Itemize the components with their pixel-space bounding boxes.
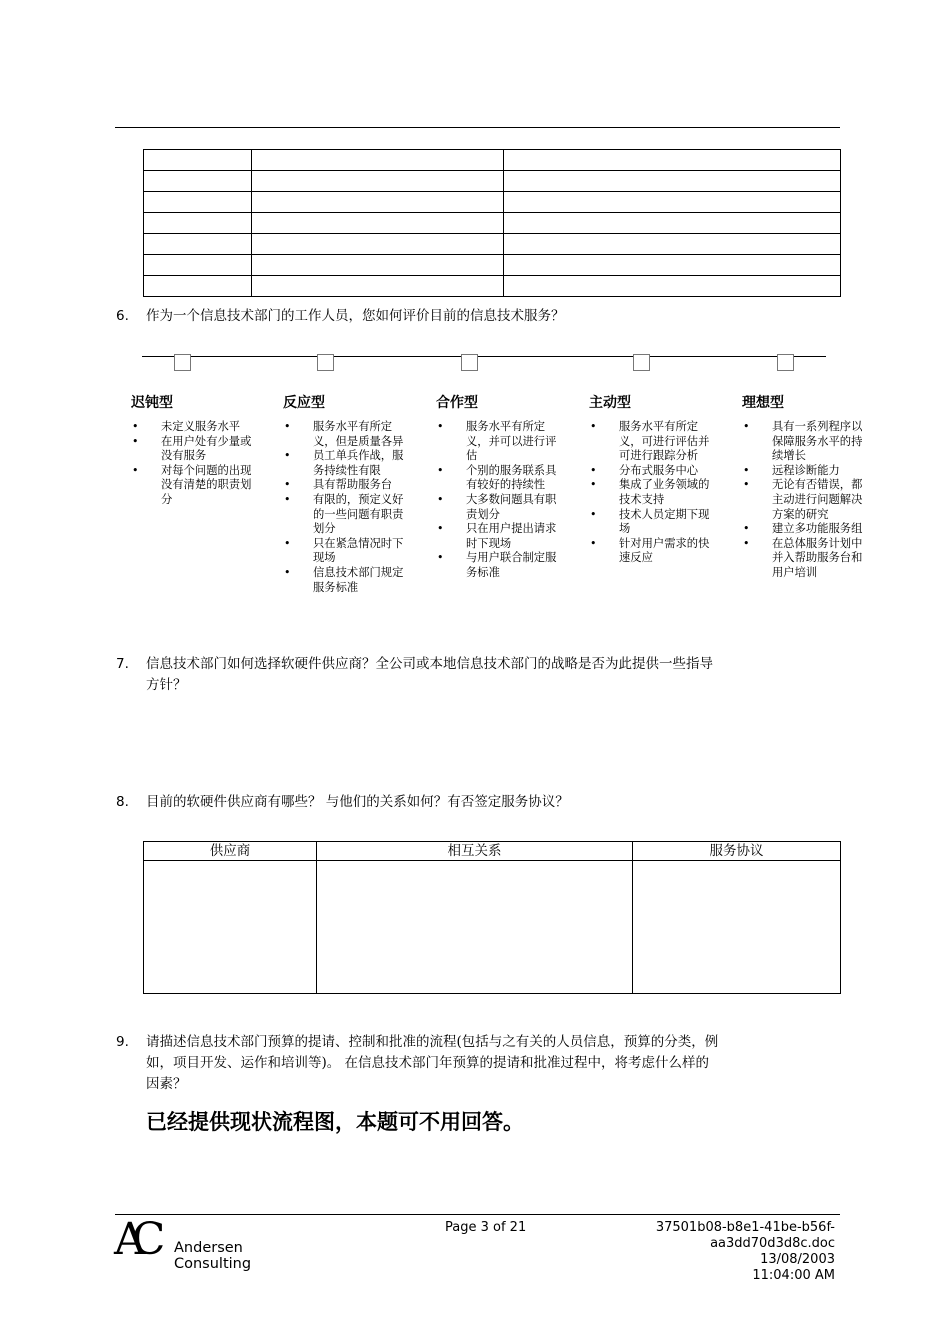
empty-table bbox=[143, 149, 841, 297]
question-line: 请描述信息技术部门预算的提请、控制和批准的流程(包括与之有关的人员信息，预算的分类，例 bbox=[146, 1034, 719, 1050]
category-item: • 在用户处有少量或没有服务 bbox=[131, 435, 253, 464]
question-8 bbox=[116, 792, 836, 814]
question-number: 6. bbox=[116, 308, 129, 324]
rating-checkbox-1[interactable] bbox=[174, 354, 191, 371]
question-6 bbox=[116, 306, 836, 328]
category-item: • 只在紧急情况时下现场 bbox=[283, 537, 405, 566]
footer-rule bbox=[115, 1214, 840, 1215]
question-text: 作为一个信息技术部门的工作人员，您如何评价目前的信息技术服务？ bbox=[146, 308, 565, 324]
rating-checkbox-4[interactable] bbox=[633, 354, 650, 371]
rating-checkbox-3[interactable] bbox=[461, 354, 478, 371]
category-item: • 员工单兵作战，服务持续性有限 bbox=[283, 449, 405, 478]
category-item: • 具有一系列程序以保障服务水平的持续增长 bbox=[742, 420, 866, 464]
answer-note: 已经提供现状流程图，本题可不用回答。 bbox=[146, 1110, 524, 1134]
doc-time: 11:04:00 AM bbox=[752, 1268, 835, 1283]
category-item: • 与用户联合制定服务标准 bbox=[436, 551, 560, 580]
rating-checkbox-5[interactable] bbox=[777, 354, 794, 371]
rating-category-4 bbox=[589, 392, 713, 566]
page-number: Page 3 of 21 bbox=[445, 1220, 527, 1235]
question-line: 方针？ bbox=[146, 677, 187, 693]
question-line: 信息技术部门如何选择软硬件供应商？全公司或本地信息技术部门的战略是否为此提供一些指导 bbox=[146, 656, 713, 672]
category-item: • 大多数问题具有职责划分 bbox=[436, 493, 560, 522]
table-header-vendor: 供应商 bbox=[144, 842, 317, 861]
question-7 bbox=[116, 654, 836, 698]
category-item: • 分布式服务中心 bbox=[589, 464, 713, 479]
category-item: • 服务水平有所定义，但是质量各异 bbox=[283, 420, 405, 449]
category-item: • 在总体服务计划中并入帮助服务台和用户培训 bbox=[742, 537, 866, 581]
category-title: 迟钝型 bbox=[131, 395, 173, 411]
question-text bbox=[146, 654, 713, 696]
document-info bbox=[600, 1220, 835, 1284]
logo-line-1: Andersen bbox=[174, 1240, 243, 1256]
category-item: • 远程诊断能力 bbox=[742, 464, 866, 479]
doc-filename-2: aa3dd70d3d8c.doc bbox=[710, 1236, 835, 1251]
category-title: 理想型 bbox=[742, 395, 784, 411]
logo-line-2: Consulting bbox=[174, 1256, 252, 1272]
category-title: 反应型 bbox=[283, 395, 325, 411]
rating-checkbox-2[interactable] bbox=[317, 354, 334, 371]
question-number: 9. bbox=[116, 1034, 129, 1050]
vendor-cell[interactable] bbox=[144, 861, 317, 994]
doc-date: 13/08/2003 bbox=[760, 1252, 835, 1267]
question-number: 7. bbox=[116, 656, 129, 672]
category-item: • 服务水平有所定义，可进行评估并可进行跟踪分析 bbox=[589, 420, 713, 464]
header-rule bbox=[115, 127, 840, 128]
category-item: • 建立多功能服务组 bbox=[742, 522, 866, 537]
question-9 bbox=[116, 1032, 836, 1096]
question-number: 8. bbox=[116, 794, 129, 810]
category-item: • 具有帮助服务台 bbox=[283, 478, 405, 493]
question-text: 目前的软硬件供应商有哪些？ 与他们的关系如何？有否签定服务协议？ bbox=[146, 794, 569, 810]
category-title: 主动型 bbox=[589, 395, 631, 411]
category-item: • 信息技术部门规定服务标准 bbox=[283, 566, 405, 595]
category-item: • 针对用户需求的快速反应 bbox=[589, 537, 713, 566]
category-item: • 无论有否错误，都主动进行问题解决方案的研究 bbox=[742, 478, 866, 522]
company-logo bbox=[114, 1214, 264, 1272]
rating-scale-line bbox=[142, 356, 826, 357]
agreement-cell[interactable] bbox=[633, 861, 841, 994]
table-header-relationship: 相互关系 bbox=[317, 842, 633, 861]
question-line: 如，项目开发、运作和培训等)。 在信息技术部门年预算的提请和批准过程中，将考虑什么样的 bbox=[146, 1055, 710, 1071]
rating-category-1 bbox=[131, 392, 253, 508]
category-title: 合作型 bbox=[436, 395, 478, 411]
question-text bbox=[146, 1032, 718, 1095]
category-item: • 技术人员定期下现场 bbox=[589, 508, 713, 537]
relationship-cell[interactable] bbox=[317, 861, 633, 994]
rating-category-5 bbox=[742, 392, 866, 581]
category-item: • 服务水平有所定义，并可以进行评估 bbox=[436, 420, 560, 464]
table-header-agreement: 服务协议 bbox=[633, 842, 841, 861]
category-item: • 未定义服务水平 bbox=[131, 420, 253, 435]
logo-mark: AC bbox=[114, 1214, 152, 1265]
category-item: • 集成了业务领域的技术支持 bbox=[589, 478, 713, 507]
vendor-table bbox=[143, 841, 841, 994]
category-item: • 对每个问题的出现没有清楚的职责划分 bbox=[131, 464, 253, 508]
category-item: • 只在用户提出请求时下现场 bbox=[436, 522, 560, 551]
doc-filename-1: 37501b08-b8e1-41be-b56f- bbox=[655, 1220, 835, 1235]
rating-category-3 bbox=[436, 392, 560, 581]
category-item: • 个别的服务联系具有较好的持续性 bbox=[436, 464, 560, 493]
rating-category-2 bbox=[283, 392, 405, 595]
question-line: 因素？ bbox=[146, 1076, 187, 1092]
category-item: • 有限的，预定义好的一些问题有职责划分 bbox=[283, 493, 405, 537]
